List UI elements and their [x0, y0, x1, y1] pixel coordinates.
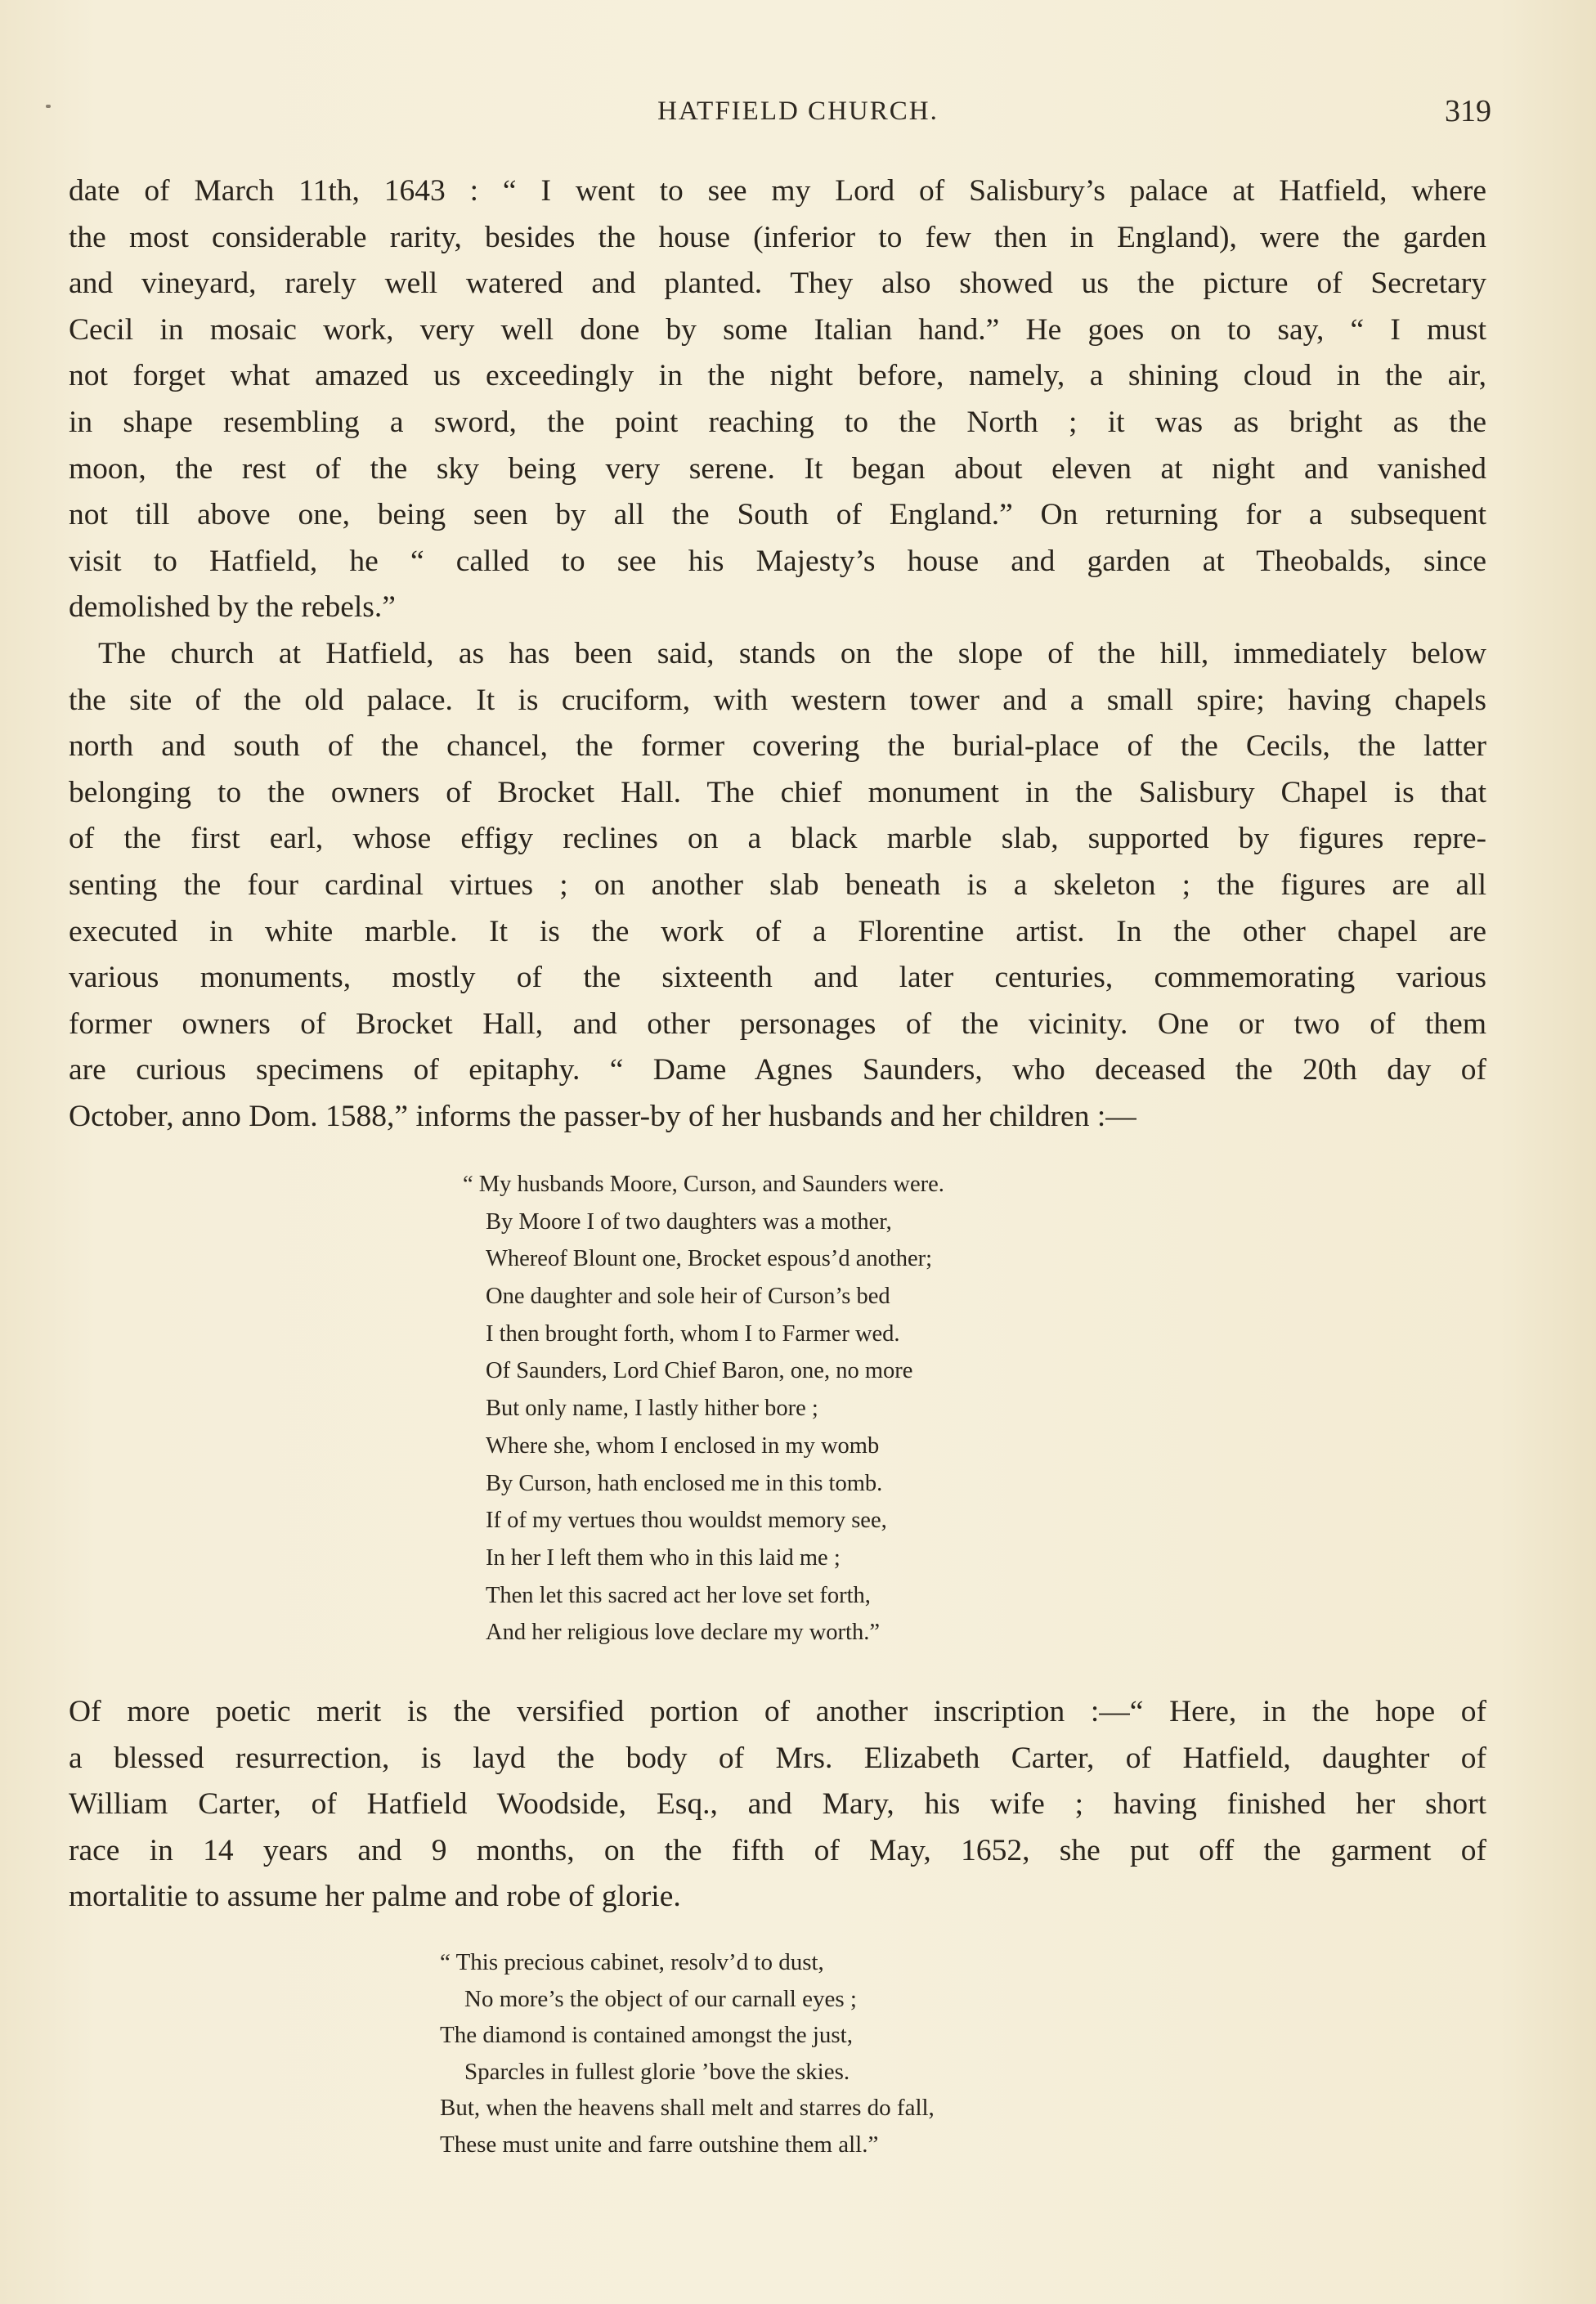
text-line: October, anno Dom. 1588,” informs the passer-by of her husbands and her children :—: [69, 1099, 1136, 1133]
text-line: various monuments, mostly of the sixteenth and later centuries, commemorating various: [69, 961, 1486, 995]
epitaph-agnes-saunders: [463, 1166, 944, 1652]
verse-line: One daughter and sole heir of Curson’s bed: [486, 1284, 890, 1310]
verse-line: Sparcles in fullest glorie ’bove the skies.: [464, 2058, 850, 2085]
text-line: executed in white marble. It is the work of a Florentine artist. In the other chapel are: [69, 914, 1486, 948]
text-line: not forget what amazed us exceedingly in the night before, namely, a shining cloud in the air,: [69, 359, 1486, 393]
verse-line: I then brought forth, whom I to Farmer wed.: [486, 1320, 900, 1347]
page-number: 319: [1445, 94, 1491, 128]
text-line: moon, the rest of the sky being very serene. It began about eleven at night and vanished: [69, 451, 1486, 486]
epitaph-elizabeth-carter: [440, 1944, 935, 2163]
text-line: William Carter, of Hatfield Woodside, Esq., and Mary, his wife ; having finished her short: [69, 1787, 1486, 1822]
text-line: the most considerable rarity, besides the house (inferior to few then in England), were the garden: [69, 220, 1486, 254]
verse-line: If of my vertues thou wouldst memory see,: [486, 1508, 887, 1534]
verse-line: In her I left them who in this laid me ;: [486, 1544, 841, 1571]
text-line: and vineyard, rarely well watered and planted. They also showed us the picture of Secretary: [69, 267, 1486, 301]
verse-line: And her religious love declare my worth.”: [486, 1620, 880, 1646]
text-line: demolished by the rebels.”: [69, 590, 396, 625]
text-line: visit to Hatfield, he “ called to see his Majesty’s house and garden at Theobalds, since: [69, 544, 1486, 578]
running-title: HATFIELD CHURCH.: [657, 96, 939, 126]
paragraph-carter-inscription: [69, 1689, 1486, 1921]
running-head: [0, 96, 1596, 137]
verse-line: “ My husbands Moore, Curson, and Saunders were.: [463, 1172, 944, 1197]
text-line: senting the four cardinal virtues ; on another slab beneath is a skeleton ; the figures are all: [69, 867, 1486, 902]
verse-line: By Moore I of two daughters was a mother,: [486, 1208, 892, 1235]
text-line: north and south of the chancel, the former covering the burial-place of the Cecils, the latter: [69, 729, 1486, 764]
text-line: date of March 11th, 1643 : “ I went to see my Lord of Salisbury’s palace at Hatfield, where: [69, 174, 1486, 208]
verse-line: By Curson, hath enclosed me in this tomb.: [486, 1470, 883, 1496]
verse-line: No more’s the object of our carnall eyes ;: [464, 1985, 857, 2012]
verse-line: Then let this sacred act her love set forth,: [486, 1582, 871, 1608]
text-line: The church at Hatfield, as has been said, stands on the slope of the hill, immediately below: [98, 636, 1486, 670]
text-line: in shape resembling a sword, the point reaching to the North ; it was as bright as the: [69, 405, 1486, 439]
text-line: Of more poetic merit is the versified portion of another inscription :—“ Here, in the hope of: [69, 1695, 1486, 1728]
verse-line: But, when the heavens shall melt and starres do fall,: [440, 2095, 935, 2122]
verse-line: These must unite and farre outshine them all.”: [440, 2131, 879, 2158]
text-line: race in 14 years and 9 months, on the fifth of May, 1652, she put off the garment of: [69, 1833, 1486, 1867]
text-line: former owners of Brocket Hall, and other personages of the vicinity. One or two of them: [69, 1006, 1486, 1041]
text-line: belonging to the owners of Brocket Hall. The chief monument in the Salisbury Chapel is that: [69, 775, 1486, 809]
text-line: of the first earl, whose effigy reclines on a black marble slab, supported by figures repre-: [69, 822, 1486, 856]
paragraph-evelyn-quote: [69, 168, 1486, 1140]
verse-line: But only name, I lastly hither bore ;: [486, 1396, 818, 1422]
text-line: a blessed resurrection, is layd the body of Mrs. Elizabeth Carter, of Hatfield, daughter of: [69, 1741, 1486, 1775]
verse-line: Of Saunders, Lord Chief Baron, one, no more: [486, 1358, 913, 1384]
text-line: mortalitie to assume her palme and robe of glorie.: [69, 1880, 681, 1914]
text-line: Cecil in mosaic work, very well done by some Italian hand.” He goes on to say, “ I must: [69, 312, 1486, 347]
text-line: the site of the old palace. It is cruciform, with western tower and a small spire; having chapels: [69, 683, 1486, 717]
text-line: not till above one, being seen by all the South of England.” On returning for a subsequent: [69, 498, 1486, 532]
verse-line: Where she, whom I enclosed in my womb: [486, 1432, 880, 1459]
verse-line: “ This precious cabinet, resolv’d to dust,: [440, 1949, 824, 1975]
text-line: are curious specimens of epitaphy. “ Dame Agnes Saunders, who deceased the 20th day of: [69, 1053, 1486, 1087]
verse-line: The diamond is contained amongst the just,: [440, 2022, 853, 2049]
verse-line: Whereof Blount one, Brocket espous’d another;: [486, 1246, 933, 1272]
